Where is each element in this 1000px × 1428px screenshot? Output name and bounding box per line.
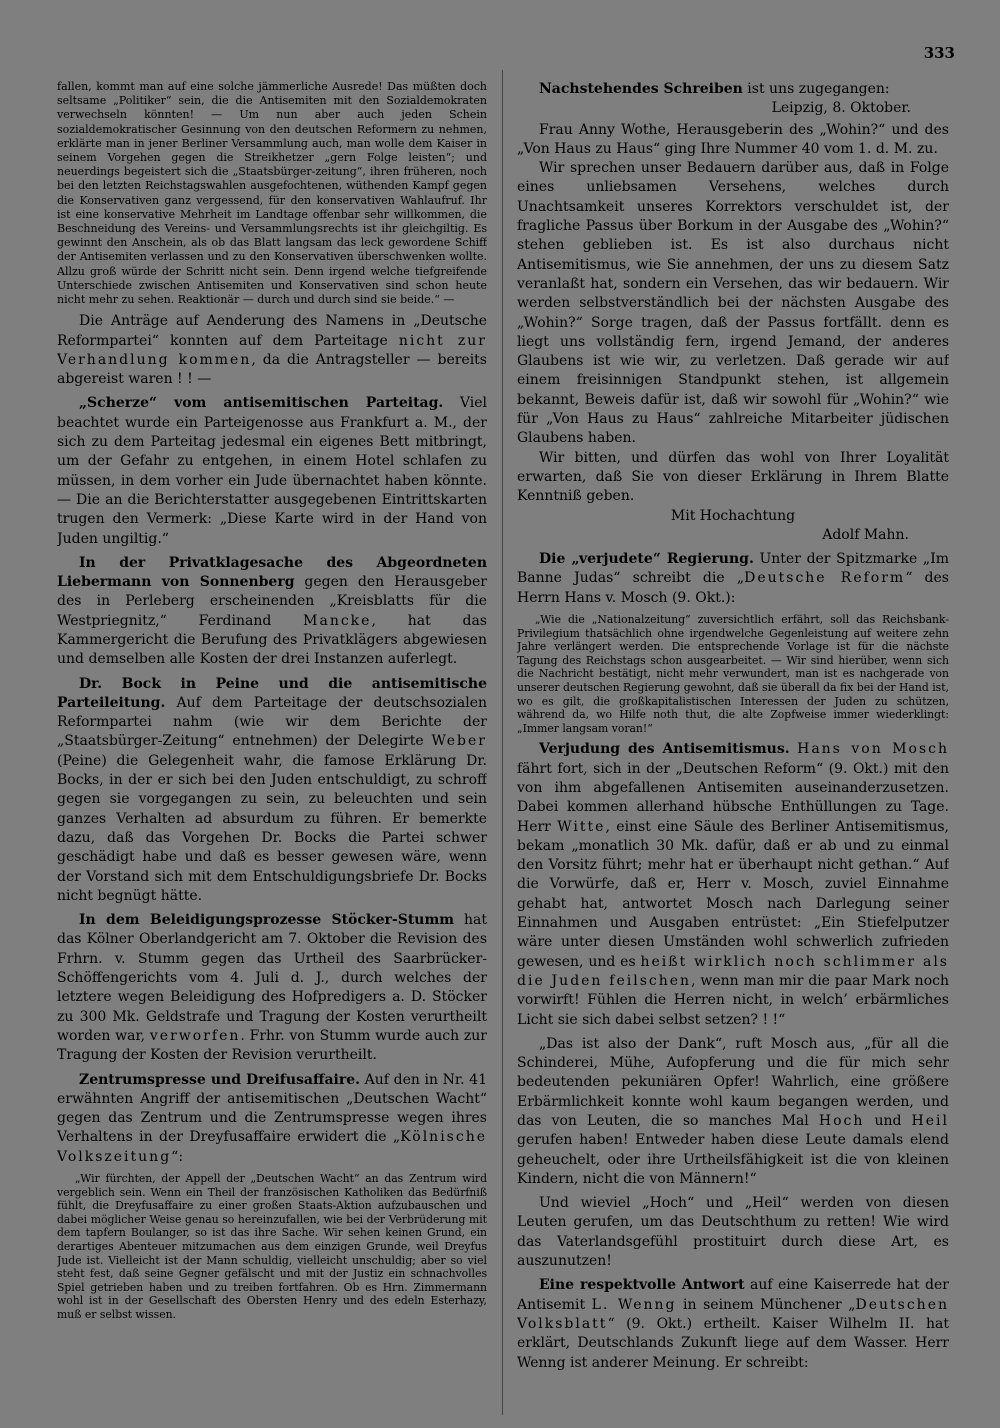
verjudung-2-heil: Heil [911,1113,949,1129]
right-column [517,80,949,1410]
stoecker-body: hat das Kölner Oberlandgericht am 7. Oktober die Revision des Frhrn. v. Stumm gegen das Urtheil des Saarbrücker-Schöffengerichts vom 4. Juli d. J., durch welches der letztere wegen Beleidigung des Hofpredigers a. D. Stöcker zu 300 Mk. Geldstrafe und Tragung der Kosten verurtheilt worden war, [57,912,487,1044]
letter-signature: Adolf Mahn. [822,526,909,543]
verjudung-name: Hans von Mosch [797,741,949,758]
verjudung-article [517,740,949,1029]
letter-paragraph-1: Frau Anny Wothe, Herausgeberin des „Wohin?“ und des „Von Haus zu Haus“ ging Ihre Nummer 40 vom 1. d. M. zu. [517,121,949,157]
verjudete-body-end: “ des Herrn Hans v. Mosch (9. Okt.): [517,570,949,606]
verjudung-2-end: gerufen haben! Entweder haben diese Leute damals elend geheuchelt, oder ihre Urtheilsfähigkeit ist die von kleinen Kindern, nicht die von Männern!“ [517,1132,949,1187]
verjudung-paragraph-2 [517,1035,949,1189]
antwort-name: L. Wenng [591,1296,677,1313]
antraege-text: Die Anträge auf Aenderung des Namens in „Deutsche Reformpartei“ konnten auf dem Parteitage [57,313,487,349]
antraege-paragraph [57,312,487,389]
stoecker-body-end: . Frhr. von Stumm wurde auch zur Tragung der Kosten der Revision verurtheilt. [57,1027,487,1064]
verjudung-2-und: und [864,1113,912,1129]
verjudete-paper: Deutsche Reform [744,570,906,587]
privatklage-body-end: , hat das Kammergericht die Berufung des Privatklägers abgewiesen und demselben alle Kosten der drei Instanzen auferlegt. [57,612,487,668]
antwort-body: auf eine Kaiserrede hat der Antisemit [517,1277,949,1313]
verjudung-2-hoch: Hoch [818,1113,865,1129]
verjudete-headline: Die „verjudete“ Regierung. [539,551,754,568]
letter-paragraph-3: Wir bitten, und dürfen das wohl von Ihrer Loyalität erwarten, daß Sie von dieser Erklärung in Ihrem Blatte Kenntniß geben. [517,449,949,505]
antwort-article [517,1276,949,1372]
nachstehend-article [517,80,949,99]
nachstehend-body: ist uns zugegangen: [742,81,890,97]
privatklage-body: gegen den Herausgeber des in Perleberg erscheinenden „Kreisblatts für die Westpriegnitz,“ Ferdinand [57,574,487,629]
letter-date: Leipzig, 8. Oktober. [771,100,911,117]
privatklage-article [57,554,487,670]
zentrum-quote: „Wir fürchten, der Appell der „Deutschen Wacht“ an das Zentrum wird vergeblich sein. Wenn ein Theil der französischen Katholiken das Bedürfniß fühlt, die Dreyfusaffaire zu einer großen Staats-Aktion aufzubauschen und dabei möglicher Weise genau so hereinzufallen, wie bei der Verbrüderung mit dem tapfern Boulanger, so ist das ihre Sache. Wir sehen keinen Grund, ein derartiges Abenteuer mitzumachen aus dem einzigen Grunde, weil Dreyfus Jude ist. Vielleicht ist der Mann schuldig, vielleicht unschuldig; aber so viel steht fest, daß seine Gegner gefälscht und mit der Justiz ein schnachvolles Spiel getrieben haben und zu treiben fortfahren. Ob es Hrn. Zimmermann wohl ist in der Gesellschaft des Obersten Henry und des edeln Esterhazy, muß er selbst wissen. [57,1172,487,1321]
verjudung-headline: Verjudung des Antisemitismus. [539,741,790,758]
bock-name: Weber [431,733,487,750]
bock-body: Auf dem Parteitage der deutschsozialen Reformpartei nahm (wie wir dem Berichte der „Staatsbürger-Zeitung“ entnehmen) der Delegirte [57,694,487,750]
antwort-body-2: in seinem Münchener „ [676,1296,856,1313]
verjudung-2-text: „Das ist also der Dank“, ruft Mosch aus, „für all die Schinderei, Mühe, Aufopferung und die für mich sehr bedeutenden pekuniären Opfer! Wahrlich, eine größere Erbärmlichkeit konnte wohl kaum begangen werden, und das von Leuten, die so manches Mal [517,1035,949,1129]
verjudung-space [790,741,798,757]
verjudung-paragraph-3: Und wieviel „Hoch“ und „Heil“ werden von diesen Leuten gerufen, um das Deutschthum zu retten! Wie wird das Vaterlandsgefühl prostituirt durch diese Art, es auszunutzen! [517,1195,949,1270]
verjudete-article [517,550,949,608]
letter-closing: Mit Hochachtung [670,507,796,524]
verjudete-body: Unter der Spitzmarke „Im Banne Judas“ schreibt die „ [517,551,949,587]
intro-paragraph: fallen, kommt man auf eine solche jämmerliche Ausrede! Das müßten doch seltsame „Politiker“ sein, die die Antisemiten mit den Sozialdemokraten verwechseln könnten! — Um nun aber auch jeden Schein sozialdemokratischer Gesinnung von den deutschen Reformern zu nehmen, erklärte man in jener Berliner Versammlung auch, man wolle dem Kaiser in seinem Vorgehen gegen die Streikhetzer „gern Folge leisten“; und neuerdings begeistert sich die „Staatsbürger-zeitung“, ihren früheren, noch bei den letzten Reichstagswahlen ausgefochtenen, wüthenden Kampf gegen die Konservativen ganz vergessend, für den konservativen Wahlaufruf. Ihr ist eine konservative Mehrheit im Landtage offenbar sehr willkommen, die Beschneidung des Vereins- und Versammlungsrechts ist ihr gleichgiltig. Es gewinnt den Anschein, als ob das Blatt langsam das leck gewordene Schiff der Antisemiten verlassen und zu den Konservativen überschwenken wollte. Allzu groß würde der Schritt nicht sein. Denn irgend welche tiefgreifende Unterschiede zwischen Antisemiten und Konservativen sind schon heute nicht mehr zu sehen. Reaktionär — durch und durch sind sie beide.“ — [57,80,487,307]
privatklage-headline: In der Privatklagesache des Abgeordneten Liebermann von Sonnenberg [57,554,487,591]
verjudung-emphasis: heißt wirklich noch schlimmer als die Juden feilschen [517,953,949,989]
stoecker-article [57,911,487,1065]
antwort-headline: Eine respektvolle Antwort [539,1277,745,1294]
verjudung-body-2: , einst eine Säule des Berliner Antisemitismus, bekam „monatlich 30 Mk. dafür, daß er ab und zu einmal den Vorsitz führt; mehr hat er überhaupt nicht gethan.“ Auf die Vorwürfe, daß er, Herr v. Mosch, zuviel Einnahme gehabt hat, antwortet Mosch nach Darlegung seiner Einnahmen und Ausgaben entrüstet: „Ein Stiefelputzer wäre unter diesen Umständen wohl schwerlich zufrieden gewesen, und es [517,818,949,970]
verjudung-body-3: , wenn man mir die paar Mark noch vorwirft! Fühlen die Herren nicht, in welch’ erbärmliches Licht sie sich dabei selbst setzen? ! !“ [517,972,949,1028]
antwort-paper: Deutschen Volksblatt [517,1296,949,1332]
zentrum-body-end: “: [171,1148,184,1165]
zentrum-paper: Kölnische Volkszeitung [57,1129,487,1165]
scherze-article [57,394,487,548]
verjudete-quote: „Wie die „Nationalzeitung“ zuversichtlich erfährt, soll das Reichsbank-Privilegium thatsächlich ohne irgendwelche Gegenleistung auf weitere zehn Jahre verlängert werden. Die entsprechende Vorlage ist für die nächste Tagung des Reichstags schon ausgearbeitet. — Wir sind hierüber, wenn sich die Nachricht bestätigt, nicht mehr verwundert, man ist es nachgerade von unserer deutschen Regierung gewohnt, daß sie überall da fix bei der Hand ist, wo es gilt, die großkapitalistischen Interessen der Juden zu schützen, während da, wo Hilfe noth thut, die alte Zopfweise immer wiederklingt: „Immer langsam voran!“ [517,613,949,735]
zentrum-headline: Zentrumspresse und Dreifusaffaire. [79,1071,360,1088]
page-number: 333 [923,44,955,62]
scherze-headline: „Scherze“ vom antisemitischen Parteitag. [79,395,444,412]
zentrum-body: Auf den in Nr. 41 erwähnten Angriff der antisemitischen „Deutschen Wacht“ gegen das Zentrum und die Zentrumspresse wegen ihres Verhaltens in der Dreyfusaffaire erwidert die „ [57,1071,487,1146]
bock-body-end: (Peine) die Gelegenheit wahr, die famose Erklärung Dr. Bocks, in der er sich bei den Juden entschuldigt, zu schroff gegen sie vorgegangen zu sein, zu beleuchten und sein ganzes Verhalten ad absurdum zu führen. Er bemerkte dazu, daß das Vorgehen Dr. Bocks die Partei schwer geschädigt habe und daß es besser gewesen wäre, wenn der Vorstand sich mit dem Entschuldigungsbriefe Dr. Bocks nicht begnügt hätte. [57,752,487,904]
antraege-emphasis: nicht zur Verhandlung kommen [57,332,487,368]
bock-article [57,675,487,907]
verjudung-name-2: Witte [557,818,606,835]
zentrum-article [57,1071,487,1167]
column-divider [502,70,503,1415]
antwort-body-3: “ (9. Okt.) ertheilt. Kaiser Wilhelm II. hat erklärt, Deutschlands Zukunft liege auf dem Wasser. Herr Wenng ist anderer Meinung. Er schreibt: [517,1315,949,1371]
stoecker-headline: In dem Beleidigungsprozesse Stöcker-Stumm [79,912,455,929]
verjudung-body: fährt fort, sich in der „Deutschen Reform“ (9. Okt.) mit den von ihm abgefallenen Antisemiten auseinanderzusetzen. Dabei kommen allerhand hübsche Enthüllungen zu Tage. Herr [517,760,949,835]
stoecker-emphasis: verworfen [149,1027,241,1044]
privatklage-name: Mancke [303,612,372,629]
scherze-body: Viel beachtet wurde ein Parteigenosse aus Frankfurt a. M., der sich zu dem Parteitag jedesmal ein eigenes Bett mitbringt, um der Gefahr zu entgehen, in einem Hotel schlafen zu müssen, in dem vorher ein Jude übernachtet haben könnte. — Die an die Berichterstatter ausgegebenen Eintrittskarten trugen den Vermerk: „Diese Karte wird in der Hand von Juden ungiltig.“ [57,395,487,547]
bock-headline: Dr. Bock in Peine und die antisemitische Parteileitung. [57,675,487,711]
antraege-text-end: , da die Antragsteller — bereits abgereist waren ! ! — [57,351,487,388]
left-column [57,80,487,1410]
nachstehend-headline: Nachstehendes Schreiben [539,81,743,97]
letter-paragraph-2: Wir sprechen unser Bedauern darüber aus, daß in Folge eines unliebsamen Versehens, welches durch Unachtsamkeit unseres Korrektors verschuldet ist, der fragliche Passus über Borkum in der Ausgabe des „Wohin?“ stehen geblieben ist. Es ist also durchaus nicht Antisemitismus, wie Sie annehmen, der uns zu diesem Satz veranlaßt hat, sondern ein Versehen, das wir bedauern. Wir werden selbstverständlich bei der nächsten Ausgabe des „Wohin?“ Sorge tragen, daß der Passus fortfällt. denn es liegt uns vollständig fern, irgend Jemand, der anderes Glaubens ist wie wir, zu verletzen. Daß gerade wir auf einem freisinnigen Standpunkt stehen, ist allgemein bekannt, Beweis dafür ist, daß wir sowohl für „Wohin?“ wie für „Von Haus zu Haus“ zahlreiche Mitarbeiter jüdischen Glaubens haben. [517,160,949,447]
